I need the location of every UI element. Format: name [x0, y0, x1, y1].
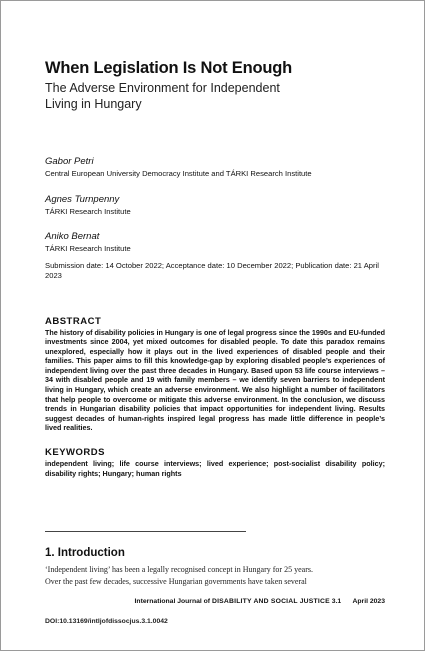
journal-date: April 2023 [352, 598, 385, 605]
keywords-text: independent living; life course interviews; lived experience; post-socialist disability policy; disability rights; Hungary; human rights [45, 459, 385, 478]
author-name: Gabor Petri [45, 156, 94, 167]
author-affiliation: Central European University Democracy Institute and TÁRKI Research Institute [45, 169, 312, 178]
author-block [45, 231, 385, 255]
journal-footer [82, 597, 385, 606]
introduction-line: ‘Independent living’ has been a legally recognised concept in Hungary for 25 years. [45, 565, 313, 574]
keywords-section [45, 447, 385, 478]
author-affiliation: TÁRKI Research Institute [45, 244, 131, 253]
submission-dates: Submission date: 14 October 2022; Acceptance date: 10 December 2022; Publication date: 21 April 2023 [45, 260, 379, 280]
abstract-heading: ABSTRACT [45, 315, 102, 327]
abstract-section [45, 316, 385, 434]
introduction-heading: 1. Introduction [45, 547, 125, 559]
article-title: When Legislation Is Not Enough [45, 59, 292, 77]
author-list [45, 156, 385, 255]
introduction-text [45, 564, 385, 587]
section-divider [45, 531, 246, 532]
author-name: Agnes Turnpenny [45, 193, 120, 205]
journal-name-prefix: International Journal of [134, 598, 212, 605]
abstract-text: The history of disability policies in Hungary is one of legal progress since the 1990s and EU-funded investments since 2004, yet mixed outcomes for disabled people. To date this paradox remains unexplored, especially how it plays out in the lived experiences of disabled people and their families. This paper aims to fill this knowledge-gap by exploring disabled people’s experiences of independent living over the past three decades in Hungary. Based upon 53 life course interviews – 34 with disabled people and 19 with family members – we identify seven barriers to independent living in Hungary, which create an adverse environment. We also highlight a number of facilitators that help people to overcome or mitigate this adverse environment. In the conclusion, we discuss trends in Hungarian disability policies that impact opportunities for independent living. Results suggest decades of human-rights inspired legal progress has made little difference in people’s lived realities. [45, 327, 385, 433]
keywords-heading: KEYWORDS [45, 447, 105, 459]
author-block [45, 194, 385, 218]
journal-name-caps: DISABILITY AND SOCIAL JUSTICE [211, 598, 330, 605]
introduction-line: Over the past few decades, successive Hungarian governments have taken several [45, 576, 307, 586]
author-block [45, 156, 385, 180]
article-front-matter [45, 59, 385, 478]
author-name: Aniko Bernat [45, 231, 100, 242]
author-affiliation: TÁRKI Research Institute [45, 206, 131, 216]
journal-volume: 3.1 [329, 598, 342, 605]
introduction-section [45, 546, 385, 587]
article-subtitle: The Adverse Environment for Independent Living in Hungary [45, 81, 280, 111]
doi-link[interactable]: DOI:10.13169/intljofdissocjus.3.1.0042 [45, 618, 168, 625]
